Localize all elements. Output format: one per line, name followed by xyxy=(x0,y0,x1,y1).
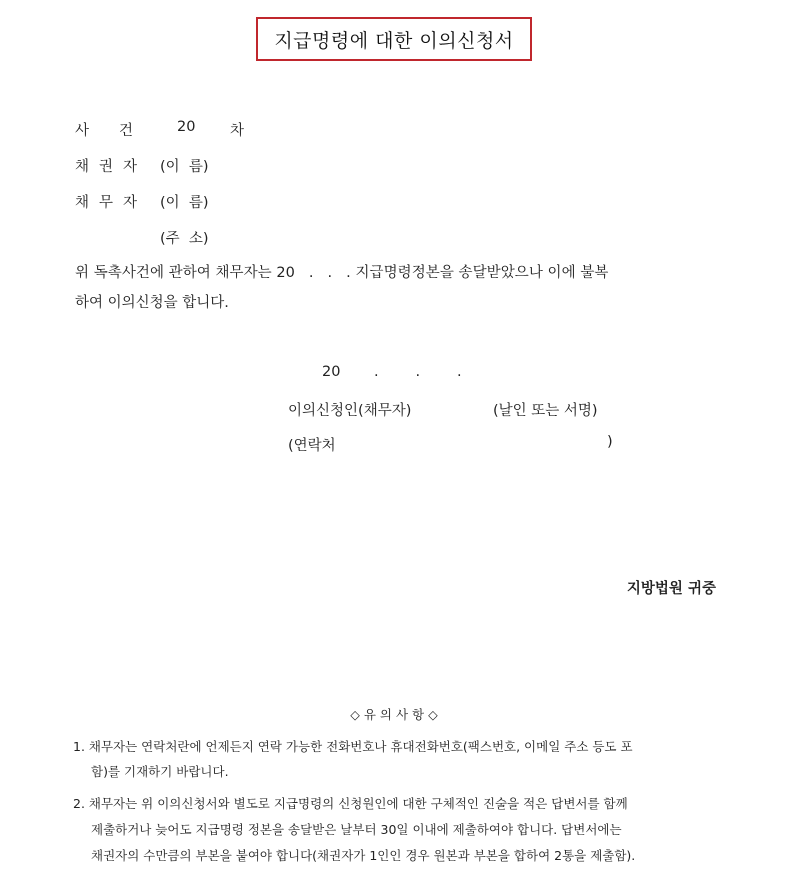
applicant-contact-open: (연락처 xyxy=(288,438,336,454)
applicant-label: 이의신청인(채무자) xyxy=(288,403,412,419)
case-year-prefix: 20 xyxy=(177,119,196,135)
court-addressee: 지방법원 귀중 xyxy=(626,581,716,597)
creditor-label-char-3: 자 xyxy=(122,159,137,175)
case-label xyxy=(75,119,133,140)
creditor-label-char-2: 권 xyxy=(98,159,113,175)
note-1-line-1: 1. 채무자는 연락처란에 언제든지 연락 가능한 전화번호나 휴대전화번호(팩스번호, 이메일 주소 등도 포 xyxy=(73,739,633,754)
case-label-char-1: 사 xyxy=(75,123,90,139)
body-line-2: 하여 이의신청을 합니다. xyxy=(75,295,229,311)
creditor-label-char-1: 채 xyxy=(75,159,90,175)
title-box xyxy=(256,17,532,61)
notes-heading: ◇ 유 의 사 항 ◇ xyxy=(350,707,438,722)
debtor-label xyxy=(75,191,137,212)
debtor-name-label: (이 름) xyxy=(160,195,209,211)
debtor-address-label: (주 소) xyxy=(160,231,209,247)
applicant-seal-label: (날인 또는 서명) xyxy=(493,403,598,419)
debtor-label-char-2: 무 xyxy=(98,195,113,211)
creditor-name-label: (이 름) xyxy=(160,159,209,175)
debtor-label-char-1: 채 xyxy=(75,195,90,211)
date-year-prefix: 20 xyxy=(322,364,341,380)
note-2-line-2: 제출하거나 늦어도 지급명령 정본을 송달받은 날부터 30일 이내에 제출하여야 합니다. 답변서에는 xyxy=(91,822,622,837)
note-1-line-2: 함)를 기재하기 바랍니다. xyxy=(91,764,229,779)
creditor-label xyxy=(75,155,137,176)
debtor-label-char-3: 자 xyxy=(122,195,137,211)
date-dots: . . . xyxy=(374,364,462,380)
body-line-1: 위 독촉사건에 관하여 채무자는 20 . . . 지급명령정본을 송달받았으나 이에 불복 xyxy=(75,265,609,281)
note-2-line-3: 채권자의 수만큼의 부본을 붙여야 합니다(채권자가 1인인 경우 원본과 부본을 합하여 2통을 제출함). xyxy=(91,848,636,863)
note-2-line-1: 2. 채무자는 위 이의신청서와 별도로 지급명령의 신청원인에 대한 구체적인 진술을 적은 답변서를 함께 xyxy=(73,796,628,811)
case-label-char-2: 건 xyxy=(118,123,133,139)
applicant-contact-close: ) xyxy=(607,434,613,450)
case-suffix: 차 xyxy=(230,123,245,139)
document-title: 지급명령에 대한 이의신청서 xyxy=(274,29,514,52)
